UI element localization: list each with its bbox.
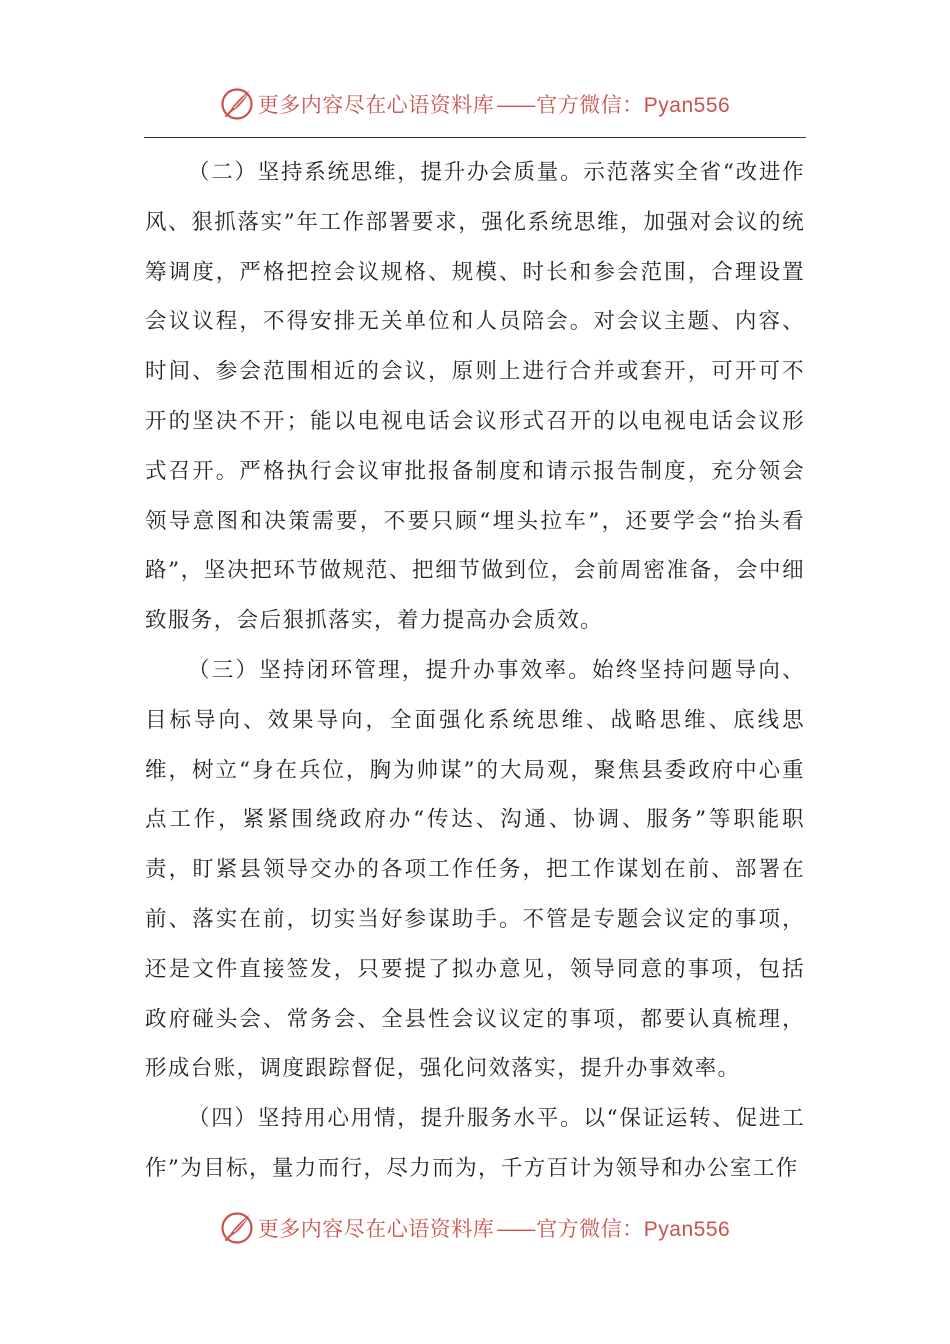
footer-dash: —— — [496, 1217, 535, 1241]
paragraph-service-level: （四）坚持用心用情，提升服务水平。以“保证运转、促进工作”为目标，量力而行，尽力而为，千方百计为领导和办公室工作 — [145, 1106, 805, 1181]
footer-site-name: 更多内容尽在心语资料库 — [257, 1217, 495, 1241]
header-dash: —— — [496, 93, 535, 117]
document-body — [145, 148, 805, 1194]
header-divider — [144, 137, 806, 138]
footer-banner — [0, 1206, 950, 1250]
header-banner — [0, 82, 950, 126]
header-site-name: 更多内容尽在心语资料库 — [257, 93, 495, 117]
header-wechat-id: Pyan556 — [643, 94, 731, 117]
quill-pen-icon — [220, 1211, 254, 1245]
paragraph-meeting-quality: （二）坚持系统思维，提升办会质量。示范落实全省“改进作风、狠抓落实”年工作部署要求，强化系统思维，加强对会议的统筹调度，严格把控会议规格、规模、时长和参会范围，合理设置会议议程，不得安排无关单位和人员陪会。对会议主题、内容、时间、参会范围相近的会议，原则上进行合并或套开，可开可不开的坚决不开；能以电视电话会议形式召开的以电视电话会议形式召开。严格执行会议审批报备制度和请示报告制度，充分领会领导意图和决策需要，不要只顾“埋头拉车”，还要学会“抬头看路”，坚决把环节做规范、把细节做到位，会前周密准备，会中细致服务，会后狠抓落实，着力提高办会质效。 — [145, 160, 805, 634]
header-banner-text — [258, 89, 730, 119]
paragraph-closed-loop-management: （三）坚持闭环管理，提升办事效率。始终坚持问题导向、目标导向、效果导向，全面强化系统思维、战略思维、底线思维，树立“身在兵位，胸为帅谋”的大局观，聚焦县委政府中心重点工作，紧紧围绕政府办“传达、沟通、协调、服务”等职能职责，盯紧县领导交办的各项工作任务，把工作谋划在前、部署在前、落实在前，切实当好参谋助手。不管是专题会议定的事项，还是文件直接签发，只要提了拟办意见，领导同意的事项，包括政府碰头会、常务会、全县性会议议定的事项，都要认真梳理，形成台账，调度跟踪督促，强化问效落实，提升办事效率。 — [145, 657, 805, 1082]
footer-banner-text — [258, 1213, 730, 1243]
footer-wechat-label: 官方微信： — [536, 1217, 644, 1241]
quill-pen-icon — [220, 87, 254, 121]
header-wechat-label: 官方微信： — [536, 93, 644, 117]
footer-wechat-id: Pyan556 — [643, 1218, 731, 1241]
